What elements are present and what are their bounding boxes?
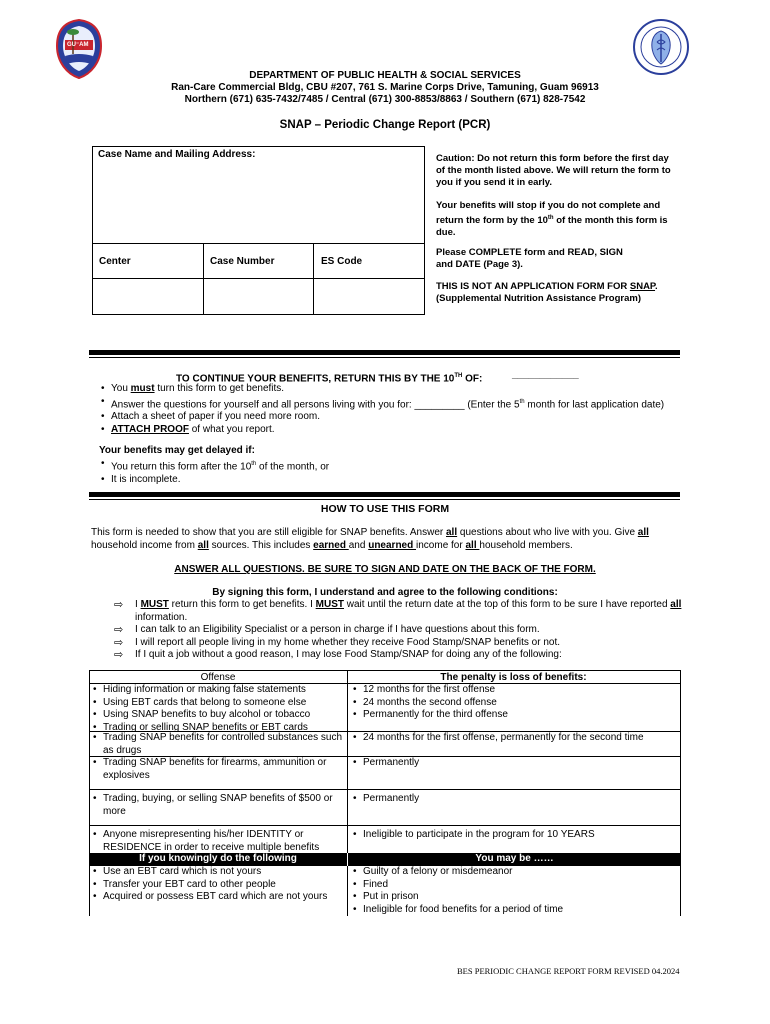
list-item: • Transfer your EBT card to other people [91,879,343,892]
answer-a: Answer the questions for yourself and all persons living with you for: _________ (Enter the 5 [111,398,520,410]
list-item: • Fined [351,879,671,892]
knowingly-list [91,866,343,904]
list-item: • Permanently for the third offense [351,709,671,722]
conditions-list [110,599,690,662]
howto-text: sources. This includes [208,539,314,551]
arrow-icon: ⇨ [114,649,124,661]
howto-text: questions about who live with you. Give [457,527,638,538]
answer-all-notice [0,564,770,577]
attach-proof: ATTACH PROOF [111,423,189,435]
list-item [99,424,689,437]
es-code-field[interactable] [313,278,425,315]
department-address: Ran-Care Commercial Bldg, CBU #207, 761 S. Marine Corps Drive, Tamuning, Guam 96913 [171,82,599,93]
section-divider-1-thin [89,357,680,358]
how-to-paragraph [91,527,681,552]
es-code-header-cell [313,243,425,279]
knowingly-header: If you knowingly do the following [139,853,297,864]
howto-text: and [348,539,369,551]
arrow-icon: ⇨ [114,624,124,636]
center-field[interactable] [92,278,204,315]
dphss-seal-logo [632,16,690,78]
list-item [99,383,689,396]
condition-text: return this form to get benefits. I [168,599,316,610]
list-item: • Permanently [351,793,671,806]
row-rule [89,789,681,790]
list-item: • Permanently [351,757,671,770]
row-rule [89,825,681,826]
arrow-icon: ⇨ [114,599,124,611]
caution-text: Caution: Do not return this form before the first day of the month listed above. We will return the form to you if you send it in early. [436,153,671,188]
penalty-row-4 [351,793,671,806]
delayed-sup: th [251,461,257,467]
arrow-icon: ⇨ [114,636,124,649]
complete-form-text: Please COMPLETE form and READ, SIGN and DATE (Page 3). [436,247,623,270]
condition-underline: MUST [140,599,169,610]
list-item: • Using EBT cards that belong to someone else [91,697,343,710]
maybe-list [351,866,671,916]
howto-text: household members. [479,539,573,551]
delayed-b: of the month, or [256,461,330,473]
list-item: • Using SNAP benefits to buy alcohol or tobacco [91,709,343,722]
case-name-label: Case Name and Mailing Address: [98,149,256,160]
delayed-heading: Your benefits may get delayed if: [99,445,255,456]
offense-row-1 [91,684,343,734]
condition-underline: MUST [315,599,344,610]
offense-row-3 [91,757,341,782]
not-application-a: THIS IS NOT AN APPLICATION FORM FOR [436,281,630,292]
list-item: • 12 months for the first offense [351,684,671,697]
case-number-header-cell [203,243,314,279]
penalty-row-3 [351,757,671,770]
list-item [99,458,659,474]
list-item: • Trading or selling SNAP benefits or EBT cards [91,722,343,735]
condition-text: I will report all people living in my home whether they receive Food Stamp/SNAP benefits or not. [135,636,561,648]
list-item: • Put in prison [351,891,671,904]
list-item [110,599,690,624]
condition-text: I [135,599,141,610]
list-item: • 24 months the second offense [351,697,671,710]
center-label: Center [99,256,131,267]
howto-text: This form is needed to show that you are still eligible for SNAP benefits. Answer [91,527,446,538]
bottom-mid-border [347,866,348,916]
list-item: • Acquired or possess EBT card which are not yours [91,891,343,904]
return-by-a: TO CONTINUE YOUR BENEFITS, RETURN THIS BY THE 10 [176,373,455,385]
list-item: • It is incomplete. [99,474,659,487]
penalty-header: The penalty is loss of benefits: [440,672,587,683]
list-item: • Anyone misrepresenting his/her IDENTITY or RESIDENCE in order to receive multiple benefits [91,829,341,854]
list-item [110,637,690,650]
list-item: • Trading, buying, or selling SNAP benefits of $500 or more [91,793,341,818]
return-by-b: OF: [462,373,483,385]
maybe-header: You may be …… [475,853,554,864]
penalty-row-5 [351,829,676,842]
list-item: • Trading SNAP benefits for controlled substances such as drugs [91,732,343,757]
howto-underline: earned [313,539,349,551]
list-item [110,624,690,637]
list-item: • Guilty of a felony or misdemeanor [351,866,671,879]
benefits-stop-b: of the month this form is due. [436,215,668,239]
list-item [110,649,690,662]
delayed-a: You return this form after the 10 [111,461,252,473]
bottom-left-border [89,866,90,916]
howto-underline: all [197,539,209,551]
case-number-label: Case Number [210,256,275,267]
return-by-sup: TH [454,373,463,379]
offense-row-5 [91,829,341,854]
delayed-list [99,458,659,486]
penalty-row-1 [351,684,671,722]
condition-text: I can talk to an Eligibility Specialist or a person in charge if I have questions about this form. [135,624,540,635]
case-name-address-box[interactable] [92,146,425,244]
penalty-table [89,670,681,917]
penalty-row-2 [351,732,676,745]
department-phones: Northern (671) 635-7432/7485 / Central (671) 300-8853/8863 / Southern (671) 828-7542 [184,94,586,105]
must-word: must [130,383,155,394]
not-application-b: . (Supplemental Nutrition Assistance Program) [436,281,658,304]
must-a: You [111,383,131,394]
section-divider-1 [89,350,680,355]
benefits-stop-a: Your benefits will stop if you do not complete and return the form by the 10 [436,200,661,227]
list-item: • Attach a sheet of paper if you need more room. [99,411,689,424]
section-divider-2 [89,492,680,497]
offense-row-4 [91,793,341,818]
list-item: • 24 months for the first offense, permanently for the second time [351,732,676,745]
condition-underline: all [670,599,682,610]
condition-text: If I quit a job without a good reason, I may lose Food Stamp/SNAP for doing any of the following: [135,649,562,660]
howto-underline: all [637,527,649,538]
offense-header: Offense [200,672,236,683]
howto-underline: all [465,539,480,551]
howto-text: household income from [91,539,198,551]
how-to-heading: HOW TO USE THIS FORM [320,503,450,515]
offense-row-2 [91,732,343,757]
howto-text: income for [416,539,466,551]
answer-sup: th [519,398,525,405]
answer-all-text: ANSWER ALL QUESTIONS. BE SURE TO SIGN AND DATE ON THE BACK OF THE FORM. [174,564,596,575]
benefits-stop-text [436,200,680,239]
seal-text: GU⁻AM [67,42,89,48]
howto-underline: all [446,527,458,538]
not-application-text [436,281,686,305]
return-by-blank[interactable]: ____________ [512,369,579,380]
list-item: • Use an EBT card which is not yours [91,866,343,879]
form-revision-footer: BES PERIODIC CHANGE REPORT FORM REVISED 04.2024 [457,966,680,976]
attach-proof-b: of what you report. [188,423,275,435]
not-application-snap: SNAP [629,281,656,292]
list-item: • Trading SNAP benefits for firearms, ammunition or explosives [91,757,341,782]
es-code-label: ES Code [321,256,363,267]
must-b: turn this form to get benefits. [154,383,285,394]
list-item: • Ineligible for food benefits for a period of time [351,904,671,917]
center-header-cell [92,243,204,279]
form-title: SNAP – Periodic Change Report (PCR) [279,119,491,131]
signing-heading: By signing this form, I understand and agree to the following conditions: [212,587,558,598]
howto-underline: unearned [368,539,417,551]
condition-text: information. [135,611,188,623]
benefits-stop-sup: th [547,215,554,221]
list-item: • Ineligible to participate in the program for 10 YEARS [351,829,676,842]
list-item [99,396,689,412]
bottom-right-border [680,866,681,916]
section-divider-2-thin [89,499,680,500]
answer-b: month for last application date) [524,398,665,410]
list-item: • Hiding information or making false statements [91,684,343,697]
condition-text: wait until the return date at the top of this form to be sure I have reported [343,599,671,610]
department-name: DEPARTMENT OF PUBLIC HEALTH & SOCIAL SERVICES [249,70,521,81]
requirements-list [99,383,689,436]
case-number-field[interactable] [203,278,314,315]
